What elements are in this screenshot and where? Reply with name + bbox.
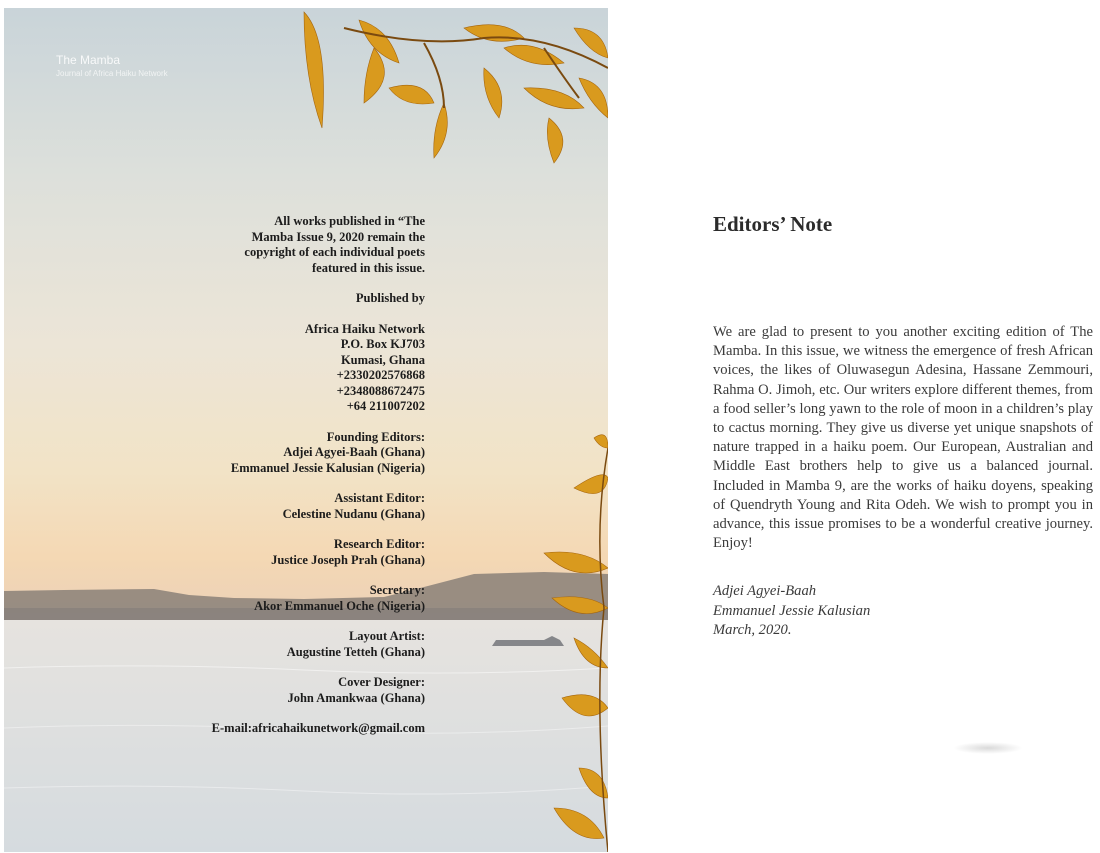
credit-name: Justice Joseph Prah (Ghana): [271, 552, 425, 567]
watermark-title: The Mamba: [56, 53, 121, 67]
credit-cover-designer: [5, 675, 425, 706]
copyright-line: All works published in “The: [274, 214, 425, 228]
editors-signature: [713, 582, 870, 641]
signature-line: Adjei Agyei-Baah: [713, 583, 817, 599]
cover-watermark: [56, 54, 168, 80]
credit-founding-editors: [5, 430, 425, 477]
credit-secretary: [5, 583, 425, 614]
credit-role: Founding Editors:: [326, 429, 425, 444]
imprint-page: [4, 8, 608, 852]
publisher-line: Kumasi, Ghana: [340, 352, 425, 367]
publisher-line: +64 211007202: [346, 399, 425, 413]
published-by-label: Published by: [355, 291, 425, 305]
credit-role: Layout Artist:: [348, 629, 425, 643]
credit-role: Cover Designer:: [338, 675, 425, 689]
credit-name: Augustine Tetteh (Ghana): [286, 644, 425, 659]
published-by: [5, 291, 425, 307]
editors-note-body: We are glad to present to you another exciting edition of The Mamba. In this issue, we witness the emergence of fresh African voices, the likes of Oluwasegun Adesina, Hassane Zemmouri, Rahma O. Jimoh, etc. Our writers explore different themes, from a food seller’s long yawn to the role of moon in a children’s play to cactus morning. They give us diverse yet unique snapshots of nature trapped in a haiku poem. Our European, Australian and Middle East brothers help to give us a balanced journal. Included in Mamba 9, are the works of haiku doyens, speaking of Quendryth Young and Rita Odeh. We wish to prompt you in advance, this issue promises to be a wonderful creative journey. Enjoy!: [713, 324, 1093, 552]
credit-role: Research Editor:: [333, 537, 425, 551]
credit-layout-artist: [5, 629, 425, 660]
credit-assistant-editor: [5, 491, 425, 522]
credit-name: John Amankwaa (Ghana): [287, 690, 425, 705]
scan-smudge: [953, 742, 1023, 754]
publisher-address: [5, 322, 425, 415]
credit-role: Secretary:: [369, 583, 425, 597]
signature-line: Emmanuel Jessie Kalusian: [713, 602, 871, 619]
signature-date: March, 2020.: [713, 622, 792, 638]
credit-name: Emmanuel Jessie Kalusian (Nigeria): [230, 460, 425, 475]
credit-role: Assistant Editor:: [334, 491, 425, 505]
publisher-line: P.O. Box KJ703: [340, 337, 425, 351]
publisher-line: +2330202576868: [336, 368, 425, 382]
watermark-subtitle: Journal of Africa Haiku Network: [56, 69, 168, 78]
editors-note-page: [608, 0, 1100, 853]
credit-name: Adjei Agyei-Baah (Ghana): [283, 445, 425, 459]
publisher-line: +2348088672475: [336, 383, 425, 398]
imprint-text: [5, 214, 425, 752]
copyright-notice: [5, 214, 425, 276]
copyright-line: featured in this issue.: [312, 260, 425, 275]
copyright-line: Mamba Issue 9, 2020 remain the: [251, 229, 425, 244]
page-title: Editors’ Note: [713, 212, 833, 236]
copyright-line: copyright of each individual poets: [244, 245, 425, 259]
publisher-line: Africa Haiku Network: [304, 321, 425, 336]
contact-email: [5, 721, 425, 737]
email-text: E-mail:africahaikunetwork@gmail.com: [211, 721, 425, 735]
credit-research-editor: [5, 537, 425, 568]
credit-name: Akor Emmanuel Oche (Nigeria): [254, 598, 425, 613]
credit-name: Celestine Nudanu (Ghana): [282, 506, 425, 521]
